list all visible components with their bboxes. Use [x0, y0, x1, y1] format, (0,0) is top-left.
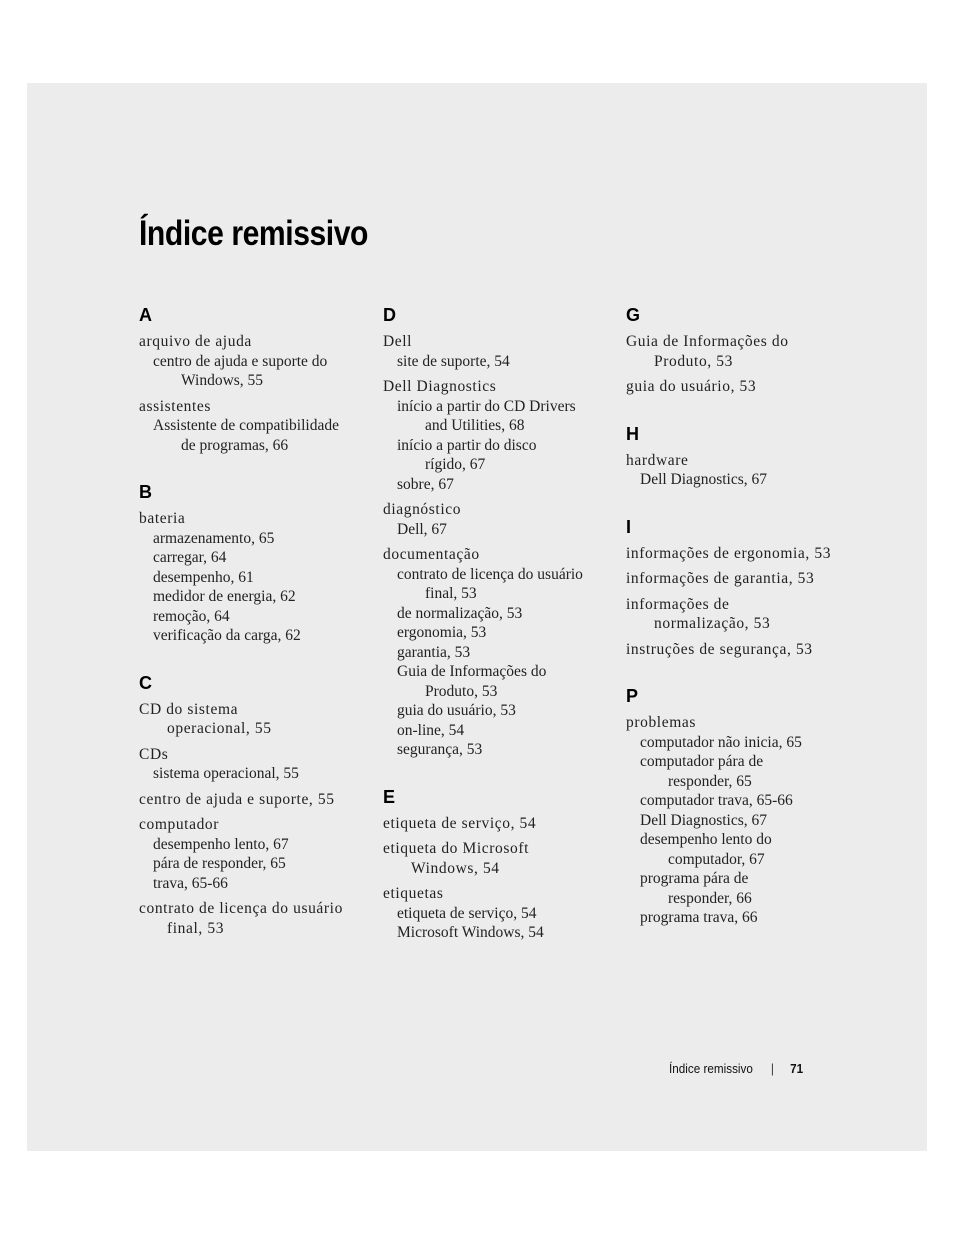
- subentry-text: Dell, 67: [397, 520, 447, 538]
- section-letter: I: [626, 516, 632, 537]
- subentry-continuation: rígido, 67: [425, 456, 486, 473]
- subentry: [626, 811, 856, 831]
- index-entry: [139, 332, 369, 391]
- subentry: [383, 436, 613, 475]
- subentry: [139, 587, 369, 607]
- subentry: [626, 869, 856, 908]
- subentry: [383, 701, 613, 721]
- section-letter: A: [139, 305, 152, 325]
- footer-separator: |: [770, 1061, 774, 1076]
- subentry-text: programa trava, 66: [640, 909, 758, 926]
- subentry-text: computador não inicia, 65: [640, 733, 802, 751]
- subentry-text: Dell Diagnostics, 67: [640, 811, 767, 829]
- index-section: [383, 786, 613, 943]
- subentry: [139, 568, 369, 588]
- subentry-text: site de suporte, 54: [397, 352, 510, 370]
- index-entry: [139, 815, 369, 893]
- index-entry: [626, 332, 856, 371]
- section-letter: C: [139, 672, 152, 693]
- entry-heading: Dell Diagnostics: [383, 378, 497, 395]
- subentry: [383, 475, 613, 495]
- entry-heading-continuation: final, 53: [167, 919, 225, 937]
- subentry-text: desempenho lento do: [640, 831, 772, 848]
- entry-heading: contrato de licença do usuário: [139, 900, 343, 917]
- section-letter: D: [383, 305, 396, 325]
- entry-heading: hardware: [626, 451, 689, 469]
- section-letter: P: [626, 686, 639, 706]
- index-entry: [139, 790, 369, 810]
- subentry-continuation: computador, 67: [668, 850, 765, 868]
- subentry: [383, 565, 613, 604]
- subentry: [626, 470, 856, 490]
- entry-heading: instruções de segurança, 53: [626, 640, 813, 658]
- index-entry: [139, 397, 369, 456]
- subentry-text: contrato de licença do usuário: [397, 565, 583, 583]
- entry-heading-continuation: operacional, 55: [167, 720, 272, 737]
- subentry-text: armazenamento, 65: [153, 529, 275, 547]
- subentry: [139, 626, 369, 646]
- subentry: [139, 352, 369, 391]
- subentry-continuation: Windows, 55: [181, 372, 264, 389]
- index-entry: [626, 377, 856, 397]
- section-letter: H: [626, 423, 639, 444]
- subentry: [139, 607, 369, 627]
- subentry-text: computador pára de: [640, 753, 764, 770]
- subentry-continuation: final, 53: [425, 585, 477, 602]
- subentry-text: remoção, 64: [153, 607, 230, 625]
- index-section: [139, 304, 369, 455]
- subentry: [139, 764, 369, 784]
- entry-heading: problemas: [626, 714, 696, 731]
- index-entry: [383, 332, 613, 371]
- subentry: [626, 752, 856, 791]
- subentry-text: centro de ajuda e suporte do: [153, 352, 328, 370]
- subentry-text: Guia de Informações do: [397, 663, 547, 680]
- subentry: [383, 623, 613, 643]
- entry-heading: CD do sistema: [139, 700, 239, 718]
- index-entry: [626, 640, 856, 660]
- entry-heading: informações de: [626, 595, 730, 613]
- subentry: [139, 548, 369, 568]
- entry-heading-continuation: Produto, 53: [654, 352, 733, 370]
- subentry: [383, 643, 613, 663]
- subentry: [626, 733, 856, 753]
- section-letter: B: [139, 482, 152, 502]
- index-entry: [383, 884, 613, 943]
- subentry-text: desempenho, 61: [153, 568, 254, 586]
- subentry-continuation: responder, 65: [668, 772, 752, 790]
- index-section: [383, 304, 613, 760]
- index-entry: [626, 451, 856, 490]
- subentry: [383, 721, 613, 741]
- section-letter: G: [626, 305, 641, 325]
- index-entry: [139, 700, 369, 739]
- subentry: [383, 740, 613, 760]
- subentry-continuation: and Utilities, 68: [425, 417, 525, 434]
- subentry-text: pára de responder, 65: [153, 855, 286, 872]
- subentry-text: garantia, 53: [397, 643, 471, 661]
- entry-heading: bateria: [139, 510, 186, 527]
- entry-heading: CDs: [139, 745, 169, 763]
- subentry-text: de normalização, 53: [397, 604, 523, 622]
- index-column-3: [626, 304, 856, 954]
- index-entry: [626, 544, 856, 564]
- subentry: [383, 397, 613, 436]
- subentry-text: programa pára de: [640, 870, 749, 887]
- index-column-1: [139, 304, 369, 964]
- page-title: Índice remissivo: [139, 214, 369, 253]
- subentry: [139, 854, 369, 874]
- entry-heading-continuation: normalização, 53: [654, 615, 771, 632]
- subentry-text: guia do usuário, 53: [397, 702, 516, 719]
- subentry-text: sistema operacional, 55: [153, 765, 299, 782]
- subentry: [383, 904, 613, 924]
- index-entry: [626, 713, 856, 928]
- subentry-continuation: responder, 66: [668, 889, 752, 907]
- entry-heading: assistentes: [139, 397, 212, 415]
- index-entry: [383, 839, 613, 878]
- subentry: [626, 908, 856, 928]
- subentry-text: Microsoft Windows, 54: [397, 924, 544, 941]
- subentry: [139, 835, 369, 855]
- index-entry: [139, 899, 369, 938]
- subentry-text: etiqueta de serviço, 54: [397, 904, 537, 922]
- index-entry: [626, 595, 856, 634]
- subentry: [626, 791, 856, 811]
- subentry: [139, 416, 369, 455]
- entry-heading: documentação: [383, 546, 480, 563]
- subentry-text: início a partir do CD Drivers: [397, 397, 576, 415]
- subentry-text: medidor de energia, 62: [153, 588, 296, 605]
- index-column-2: [383, 304, 613, 969]
- subentry: [383, 352, 613, 372]
- subentry: [383, 923, 613, 943]
- index-section: [626, 516, 856, 660]
- subentry-text: Assistente de compatibilidade: [153, 417, 339, 434]
- subentry-text: desempenho lento, 67: [153, 835, 289, 853]
- index-section: [626, 423, 856, 490]
- footer-label: Índice remissivo: [669, 1061, 753, 1076]
- subentry-text: Dell Diagnostics, 67: [640, 471, 767, 488]
- subentry-continuation: de programas, 66: [181, 436, 289, 454]
- subentry-text: segurança, 53: [397, 741, 483, 758]
- subentry-continuation: Produto, 53: [425, 682, 498, 700]
- index-section: [626, 304, 856, 397]
- subentry: [383, 520, 613, 540]
- subentry: [139, 874, 369, 894]
- index-entry: [383, 814, 613, 834]
- index-entry: [383, 500, 613, 539]
- index-entry: [626, 569, 856, 589]
- entry-heading: etiqueta de serviço, 54: [383, 814, 537, 832]
- page-number: 71: [790, 1061, 804, 1076]
- index-entry: [383, 377, 613, 494]
- subentry-text: ergonomia, 53: [397, 624, 487, 641]
- subentry: [383, 604, 613, 624]
- index-section: [139, 481, 369, 646]
- subentry-text: carregar, 64: [153, 549, 227, 566]
- entry-heading: diagnóstico: [383, 501, 462, 518]
- subentry-text: on-line, 54: [397, 721, 465, 739]
- subentry: [383, 662, 613, 701]
- entry-heading: informações de garantia, 53: [626, 570, 815, 587]
- entry-heading: etiquetas: [383, 885, 444, 902]
- entry-heading-continuation: Windows, 54: [411, 859, 500, 877]
- subentry: [139, 529, 369, 549]
- subentry-text: computador trava, 65-66: [640, 792, 793, 809]
- subentry-text: início a partir do disco: [397, 436, 537, 454]
- entry-heading: Dell: [383, 333, 413, 350]
- index-entry: [139, 745, 369, 784]
- index-entry: [383, 545, 613, 760]
- entry-heading: Guia de Informações do: [626, 333, 789, 350]
- subentry-text: sobre, 67: [397, 475, 454, 493]
- entry-heading: centro de ajuda e suporte, 55: [139, 790, 335, 808]
- entry-heading: computador: [139, 816, 220, 833]
- entry-heading: etiqueta do Microsoft: [383, 840, 530, 857]
- subentry-text: verificação da carga, 62: [153, 627, 301, 644]
- entry-heading: arquivo de ajuda: [139, 333, 252, 350]
- entry-heading: informações de ergonomia, 53: [626, 544, 832, 562]
- index-section: [139, 672, 369, 939]
- index-section: [626, 685, 856, 928]
- subentry-text: trava, 65-66: [153, 874, 228, 892]
- section-letter: E: [383, 786, 396, 807]
- index-entry: [139, 509, 369, 646]
- subentry: [626, 830, 856, 869]
- page-footer: [669, 1061, 803, 1076]
- entry-heading: guia do usuário, 53: [626, 378, 757, 395]
